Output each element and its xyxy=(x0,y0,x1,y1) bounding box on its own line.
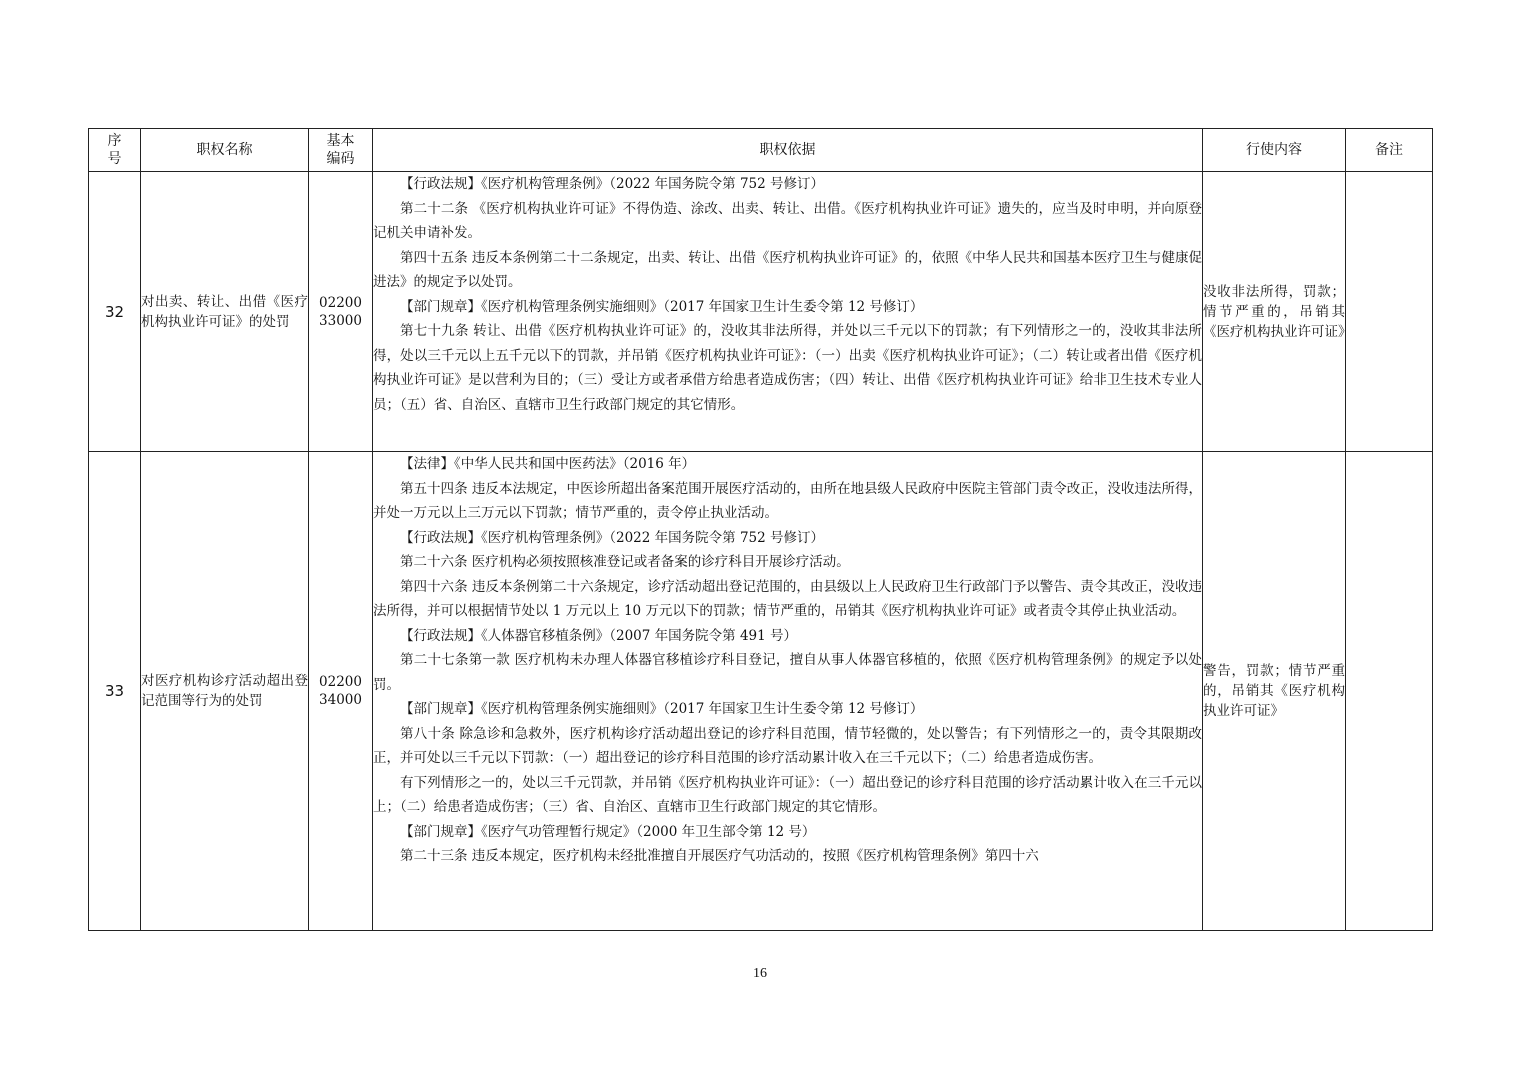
remark xyxy=(1346,452,1433,931)
basis-paragraph: 【部门规章】《医疗机构管理条例实施细则》（2017 年国家卫生计生委令第 12 号修订） xyxy=(400,298,924,315)
basis-paragraph: 【行政法规】《医疗机构管理条例》（2022 年国务院令第 752 号修订） xyxy=(400,529,824,546)
table-row xyxy=(89,452,1433,931)
table-row xyxy=(89,172,1433,452)
basis-paragraph: 【法律】《中华人民共和国中医药法》（2016 年） xyxy=(400,456,696,472)
row-number: 32 xyxy=(89,172,141,452)
table-header-row xyxy=(89,129,1433,172)
remark xyxy=(1346,172,1433,452)
basis-paragraph: 第四十六条 违反本条例第二十六条规定，诊疗活动超出登记范围的，由县级以上人民政府卫生行政部门予以警告、责令其改正，没收违法所得，并可以根据情节处以 1 万元以上 10 万元以下的罚款；情节严重的，吊销其《医疗机构执业许可证》或者责令其停止执业活动。 xyxy=(373,578,1202,619)
exercise-content: 没收非法所得，罚款；情节严重的，吊销其《医疗机构执业许可证》 xyxy=(1203,172,1346,452)
authority-table xyxy=(88,128,1433,931)
basis-paragraph: 【部门规章】《医疗气功管理暂行规定》（2000 年卫生部令第 12 号） xyxy=(400,823,816,840)
header-code: 基本编码 xyxy=(309,129,373,172)
header-name: 职权名称 xyxy=(141,129,309,172)
basis-paragraph: 【部门规章】《医疗机构管理条例实施细则》（2017 年国家卫生计生委令第 12 号修订） xyxy=(400,701,924,717)
basic-code: 0220034000 xyxy=(309,452,373,931)
basis-paragraph: 有下列情形之一的，处以三千元罚款，并吊销《医疗机构执业许可证》：（一）超出登记的诊疗科目范围的诊疗活动累计收入在三千元以上；（二）给患者造成伤害；（三）省、自治区、直辖市卫生行政部门规定的其它情形。 xyxy=(373,774,1202,815)
header-no: 序号 xyxy=(89,129,141,172)
authority-basis xyxy=(373,452,1203,931)
authority-name: 对医疗机构诊疗活动超出登记范围等行为的处罚 xyxy=(141,452,309,931)
row-number: 33 xyxy=(89,452,141,931)
authority-basis xyxy=(373,172,1203,452)
basis-paragraph: 【行政法规】《医疗机构管理条例》（2022 年国务院令第 752 号修订） xyxy=(400,176,824,192)
basis-paragraph: 第二十二条 《医疗机构执业许可证》不得伪造、涂改、出卖、转让、出借。《医疗机构执业许可证》遗失的，应当及时申明，并向原登记机关申请补发。 xyxy=(373,200,1202,241)
authority-name: 对出卖、转让、出借《医疗机构执业许可证》的处罚 xyxy=(141,172,309,452)
basis-paragraph: 第七十九条 转让、出借《医疗机构执业许可证》的，没收其非法所得，并处以三千元以下的罚款；有下列情形之一的，没收其非法所得，处以三千元以上五千元以下的罚款，并吊销《医疗机构执业许可证》：（一）出卖《医疗机构执业许可证》；（二）转让或者出借《医疗机构执业许可证》是以营利为目的；（三）受让方或者承借方给患者造成伤害；（四）转让、出借《医疗机构执业许可证》给非卫生技术专业人员；（五）省、自治区、直辖市卫生行政部门规定的其它情形。 xyxy=(373,323,1202,413)
basis-paragraph: 第八十条 除急诊和急救外，医疗机构诊疗活动超出登记的诊疗科目范围，情节轻微的，处以警告；有下列情形之一的，责令其限期改正，并可处以三千元以下罚款：（一）超出登记的诊疗科目范围的诊疗活动累计收入在三千元以下；（二）给患者造成伤害。 xyxy=(373,725,1202,766)
basis-paragraph: 第二十六条 医疗机构必须按照核准登记或者备案的诊疗科目开展诊疗活动。 xyxy=(400,554,850,570)
page-number: 16 xyxy=(753,966,767,981)
basis-paragraph: 第二十七条第一款 医疗机构未办理人体器官移植诊疗科目登记，擅自从事人体器官移植的，依照《医疗机构管理条例》的规定予以处罚。 xyxy=(373,652,1202,693)
exercise-content: 警告，罚款；情节严重的，吊销其《医疗机构执业许可证》 xyxy=(1203,452,1346,931)
basis-paragraph: 第二十三条 违反本规定，医疗机构未经批准擅自开展医疗气功活动的，按照《医疗机构管理条例》第四十六 xyxy=(400,848,1039,864)
basis-paragraph: 【行政法规】《人体器官移植条例》（2007 年国务院令第 491 号） xyxy=(400,627,797,644)
basic-code: 0220033000 xyxy=(309,172,373,452)
basis-paragraph: 第四十五条 违反本条例第二十二条规定，出卖、转让、出借《医疗机构执业许可证》的，依照《中华人民共和国基本医疗卫生与健康促进法》的规定予以处罚。 xyxy=(373,249,1202,290)
header-content: 行使内容 xyxy=(1203,129,1346,172)
header-basis: 职权依据 xyxy=(373,129,1203,172)
basis-paragraph: 第五十四条 违反本法规定，中医诊所超出备案范围开展医疗活动的，由所在地县级人民政府中医院主管部门责令改正，没收违法所得，并处一万元以上三万元以下罚款；情节严重的，责令停止执业活动。 xyxy=(373,480,1202,521)
header-remark: 备注 xyxy=(1346,129,1433,172)
